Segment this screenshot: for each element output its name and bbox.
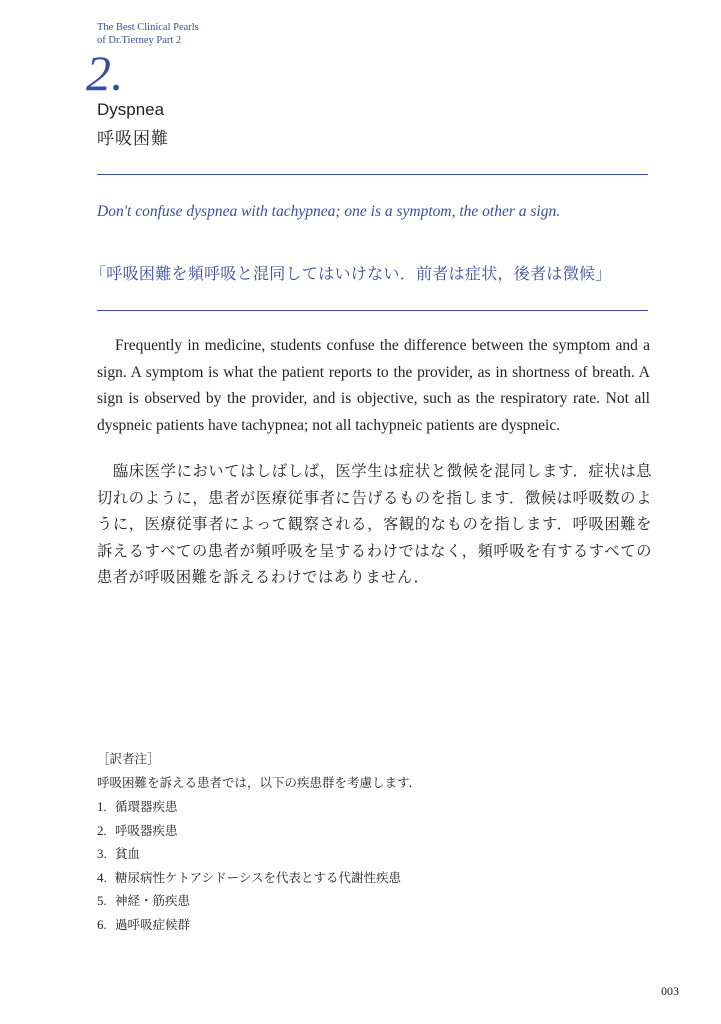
translator-note-heading: ［訳者注］ bbox=[97, 751, 160, 766]
translator-note bbox=[97, 747, 617, 936]
list-item-number: 3. bbox=[97, 846, 107, 861]
list-item-number: 6. bbox=[97, 916, 107, 932]
list-item-text: 神経・筋疾患 bbox=[115, 893, 191, 908]
list-item-number: 4. bbox=[97, 869, 107, 885]
body-paragraph-japanese: 臨床医学においてはしばしば，医学生は症状と徴候を混同します．症状は息切れのように，患者が医療従事者に告げるものを指します．徴候は呼吸数のように，医療従事者によって観察される，客観的なものを指します．呼吸困難を訴えるすべての患者が頻呼吸を呈するわけではなく，頻呼吸を有するすべての患者が呼吸困難を訴えるわけではありません． bbox=[97, 462, 652, 586]
list-item bbox=[97, 866, 617, 890]
list-item-text: 糖尿病性ケトアシドーシスを代表とする代謝性疾患 bbox=[115, 869, 402, 885]
list-item-number: 2. bbox=[97, 822, 107, 838]
list-item-number: 5. bbox=[97, 893, 107, 908]
chapter-number: 2. bbox=[86, 45, 124, 101]
page-number: 003 bbox=[661, 984, 679, 998]
body-paragraph-english: Frequently in medicine, students confuse the difference between the symptom and a sign. A symptom is what the patient reports to the provider, as in shortness of breath. A sign is observed by the provider, and is objective, such as the respiratory rate. Not all dyspneic patients have tachypnea; not all tachypneic patients are dyspneic. bbox=[97, 337, 650, 434]
series-title-line-1: The Best Clinical Pearls bbox=[97, 22, 199, 33]
disease-list bbox=[97, 795, 617, 936]
series-title-line-2: of Dr.Tierney Part 2 bbox=[97, 35, 182, 46]
pearl-english: Don't confuse dyspnea with tachypnea; one is a symptom, the other a sign. bbox=[97, 203, 561, 220]
series-header bbox=[97, 21, 199, 47]
pearl-japanese: 「呼吸困難を頻呼吸と混同してはいけない．前者は症状，後者は徴候」 bbox=[90, 264, 612, 283]
list-item bbox=[97, 819, 617, 843]
list-item-number: 1. bbox=[97, 799, 107, 814]
chapter-title-english: Dyspnea bbox=[97, 100, 165, 119]
list-item bbox=[97, 795, 617, 819]
top-divider bbox=[97, 174, 648, 175]
bottom-divider bbox=[97, 310, 648, 311]
list-item-text: 呼吸器疾患 bbox=[115, 822, 178, 838]
translator-note-intro: 呼吸困難を訴える患者では，以下の疾患群を考慮します． bbox=[97, 775, 422, 790]
list-item-text: 循環器疾患 bbox=[115, 799, 178, 814]
list-item bbox=[97, 913, 617, 937]
chapter-title-japanese: 呼吸困難 bbox=[97, 129, 169, 149]
list-item bbox=[97, 889, 617, 913]
list-item-text: 貧血 bbox=[115, 846, 141, 861]
list-item bbox=[97, 842, 617, 866]
list-item-text: 過呼吸症候群 bbox=[115, 916, 191, 932]
